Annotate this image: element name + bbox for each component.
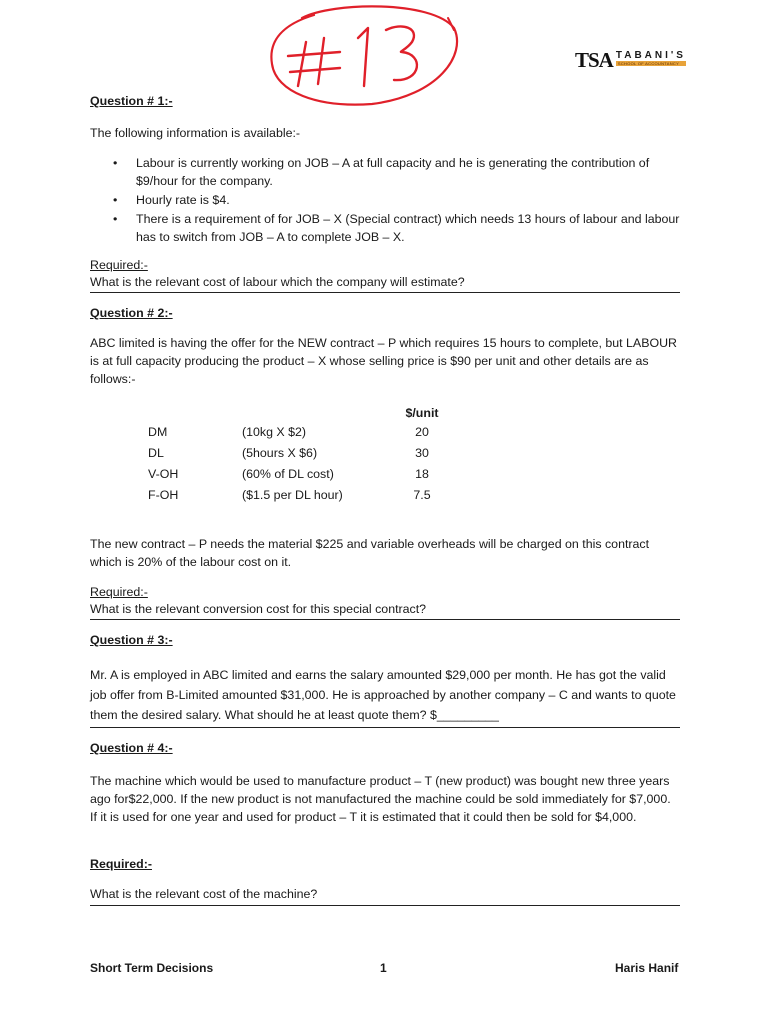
logo-subtitle: SCHOOL OF ACCOUNTANCY	[616, 61, 686, 66]
cost-basis: (10kg X $2)	[242, 425, 307, 439]
stamp-hash	[288, 38, 340, 86]
q4-required-label: Required:-	[90, 857, 152, 871]
section-divider	[90, 292, 680, 293]
handwritten-13-stamp	[262, 0, 468, 114]
cost-value: 7.5	[413, 488, 431, 502]
logo-mark: TSA	[575, 48, 613, 72]
q2-note: The new contract – P needs the material $225 and variable overheads will be charged on this contract which is 20% of the labour cost on it.	[90, 537, 650, 569]
cost-basis: (60% of DL cost)	[242, 467, 334, 481]
q1-bullet-list	[110, 154, 680, 247]
q1-bullet: • There is a requirement of for JOB – X (Special contract) which needs 13 hours of labour and labour has to switch from JOB – A to complete JOB – X.	[110, 210, 680, 246]
cost-value: 18	[415, 467, 429, 481]
cost-table-row	[148, 488, 452, 509]
q4-heading: Question # 4:-	[90, 741, 173, 755]
footer-page-number: 1	[380, 961, 387, 975]
q1-intro: The following information is available:-	[90, 126, 301, 140]
cost-item: V-OH	[148, 467, 179, 481]
q1-heading: Question # 1:-	[90, 94, 173, 108]
cost-item: DM	[148, 425, 168, 439]
q1-required-text: What is the relevant cost of labour which the company will estimate?	[90, 275, 465, 289]
q2-heading: Question # 2:-	[90, 306, 173, 320]
cost-table-header-row	[148, 404, 452, 425]
q4-required-text: What is the relevant cost of the machine?	[90, 887, 318, 901]
footer-author: Haris Hanif	[615, 961, 679, 975]
cost-value: 30	[415, 446, 429, 460]
q2-required-text: What is the relevant conversion cost for this special contract?	[90, 602, 427, 616]
cost-table-row	[148, 425, 452, 446]
cost-basis: (5hours X $6)	[242, 446, 318, 460]
q1-bullet: • Labour is currently working on JOB – A at full capacity and he is generating the contribution of $9/hour for the company.	[110, 154, 680, 190]
cost-table-row	[148, 467, 452, 488]
stamp-digit-1	[358, 28, 368, 86]
q3-body: Mr. A is employed in ABC limited and earns the salary amounted $29,000 per month. He has got the valid job offer from B-Limited amounted $31,000. He is approached by another company – C and wants to quote them the desired salary. What should he at least quote them? $_________	[90, 668, 676, 722]
q2-intro: ABC limited is having the offer for the NEW contract – P which requires 15 hours to complete, but LABOUR is at full capacity producing the product – X whose selling price is $90 per unit and other details are as follows:-	[90, 336, 677, 386]
cost-item: DL	[148, 446, 164, 460]
cost-value: 20	[415, 425, 429, 439]
q4-body: The machine which would be used to manufacture product – T (new product) was bought new three years ago for$22,000. If the new product is not manufactured the machine could be sold immediately for $7,000. If it is used for one year and used for product – T it is estimated that it could then be sold for $4,000.	[90, 774, 671, 824]
section-divider	[90, 905, 680, 906]
tsa-logo	[575, 50, 686, 70]
cost-item: F-OH	[148, 488, 179, 502]
logo-name: TABANI'S	[615, 50, 686, 61]
cost-basis: ($1.5 per DL hour)	[242, 488, 343, 502]
cost-table-row	[148, 446, 452, 467]
q3-heading: Question # 3:-	[90, 633, 173, 647]
q1-required-label: Required:-	[90, 258, 148, 272]
section-divider	[90, 727, 680, 728]
cost-table	[148, 404, 452, 509]
stamp-digit-3	[386, 26, 417, 80]
cost-table-unit-header: $/unit	[405, 405, 439, 420]
q1-bullet: • Hourly rate is $4.	[110, 191, 680, 209]
footer-left: Short Term Decisions	[90, 961, 214, 975]
q2-required-label: Required:-	[90, 585, 148, 599]
section-divider	[90, 619, 680, 620]
